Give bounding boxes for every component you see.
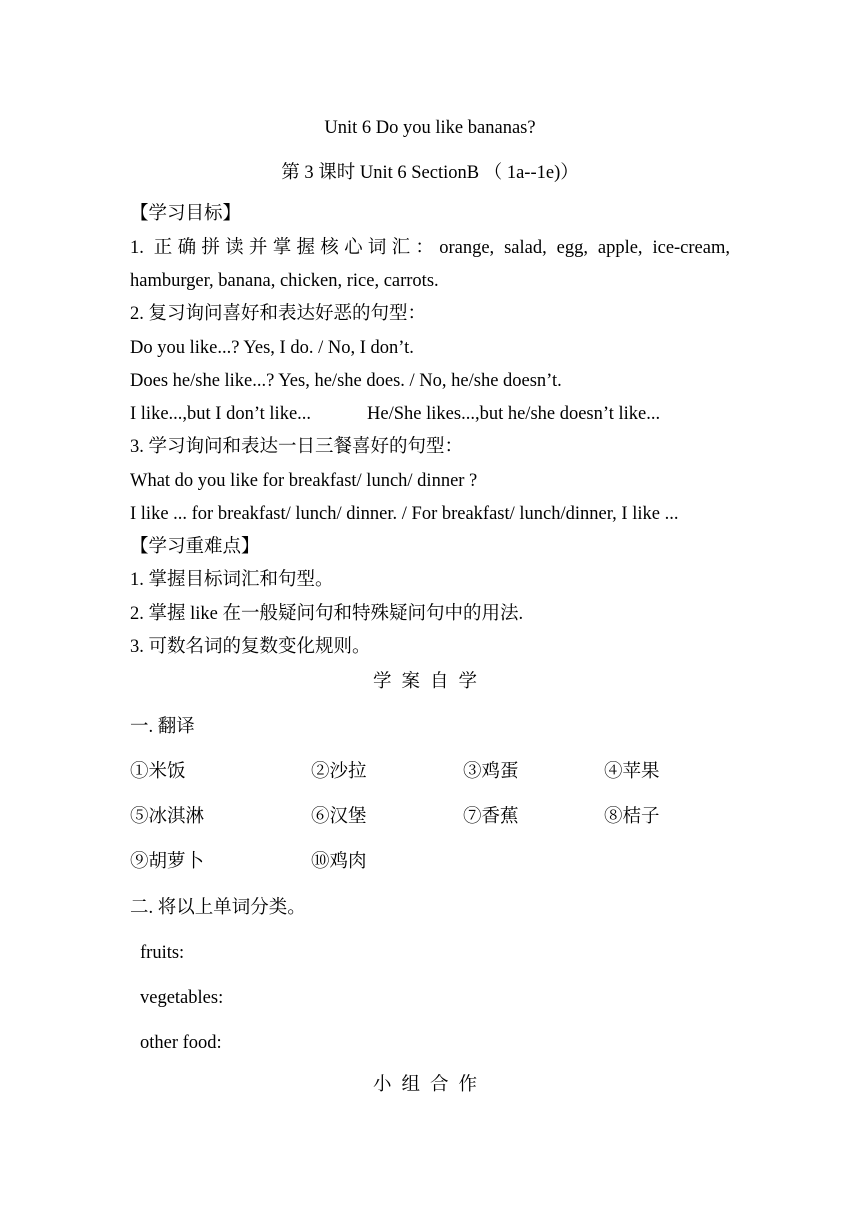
category-fruits: fruits:	[140, 943, 185, 963]
word-row-1	[130, 760, 730, 784]
key-point-2: 2. 掌握 like 在一般疑问句和特殊疑问句中的用法.	[130, 604, 524, 624]
pattern-i-like-for-meal: I like ... for breakfast/ lunch/ dinner. / For breakfast/ lunch/dinner, I like ...	[130, 504, 679, 524]
objective-3: 3. 学习询问和表达一日三餐喜好的句型：	[130, 437, 464, 457]
objective-2: 2. 复习询问喜好和表达好恶的句型：	[130, 304, 427, 324]
pattern-he-she-likes: He/She likes...,but he/she doesn’t like...	[367, 404, 661, 424]
pattern-does-he-like: Does he/she like...? Yes, he/she does. / No, he/she doesn’t.	[130, 371, 562, 391]
word-item: ⑦香蕉	[463, 807, 519, 827]
word-item: ⑧桔子	[604, 807, 660, 827]
pattern-do-you-like: Do you like...? Yes, I do. / No, I don’t.	[130, 338, 414, 358]
word-item: ③鸡蛋	[463, 762, 519, 782]
pattern-what-do-you-like: What do you like for breakfast/ lunch/ dinner ?	[130, 471, 478, 491]
word-item: ⑥汉堡	[311, 807, 367, 827]
objective-1-line-1: 1. 正确拼读并掌握核心词汇：orange, salad, egg, apple, ice-cream,	[130, 238, 730, 258]
category-vegetables: vegetables:	[140, 988, 224, 1008]
key-points-heading: 【学习重难点】	[130, 537, 260, 557]
group-work-heading: 小组合作	[372, 1075, 487, 1095]
key-point-1: 1. 掌握目标词汇和句型。	[130, 570, 334, 590]
self-study-heading: 学案自学	[372, 672, 487, 692]
classify-section-title: 二. 将以上单词分类。	[130, 898, 306, 918]
lesson-subtitle: 第 3 课时 Unit 6 SectionB （ 1a--1e)）	[281, 163, 579, 183]
page-title: Unit 6 Do you like bananas?	[324, 118, 536, 138]
translation-section-title: 一. 翻译	[130, 717, 195, 737]
objective-1-line-2: hamburger, banana, chicken, rice, carrots.	[130, 271, 439, 291]
key-point-3: 3. 可数名词的复数变化规则。	[130, 637, 371, 657]
word-item: ⑤冰淇淋	[130, 807, 205, 827]
word-row-3	[130, 850, 730, 874]
word-item: ②沙拉	[311, 762, 367, 782]
word-row-2	[130, 805, 730, 829]
word-item: ⑩鸡肉	[311, 852, 367, 872]
word-item: ①米饭	[130, 762, 186, 782]
category-other-food: other food:	[140, 1033, 222, 1053]
pattern-like-dislike	[130, 402, 660, 426]
pattern-i-like: I like...,but I don’t like...	[130, 404, 312, 424]
word-item: ⑨胡萝卜	[130, 852, 205, 872]
objectives-heading: 【学习目标】	[130, 204, 242, 224]
word-item: ④苹果	[604, 762, 660, 782]
